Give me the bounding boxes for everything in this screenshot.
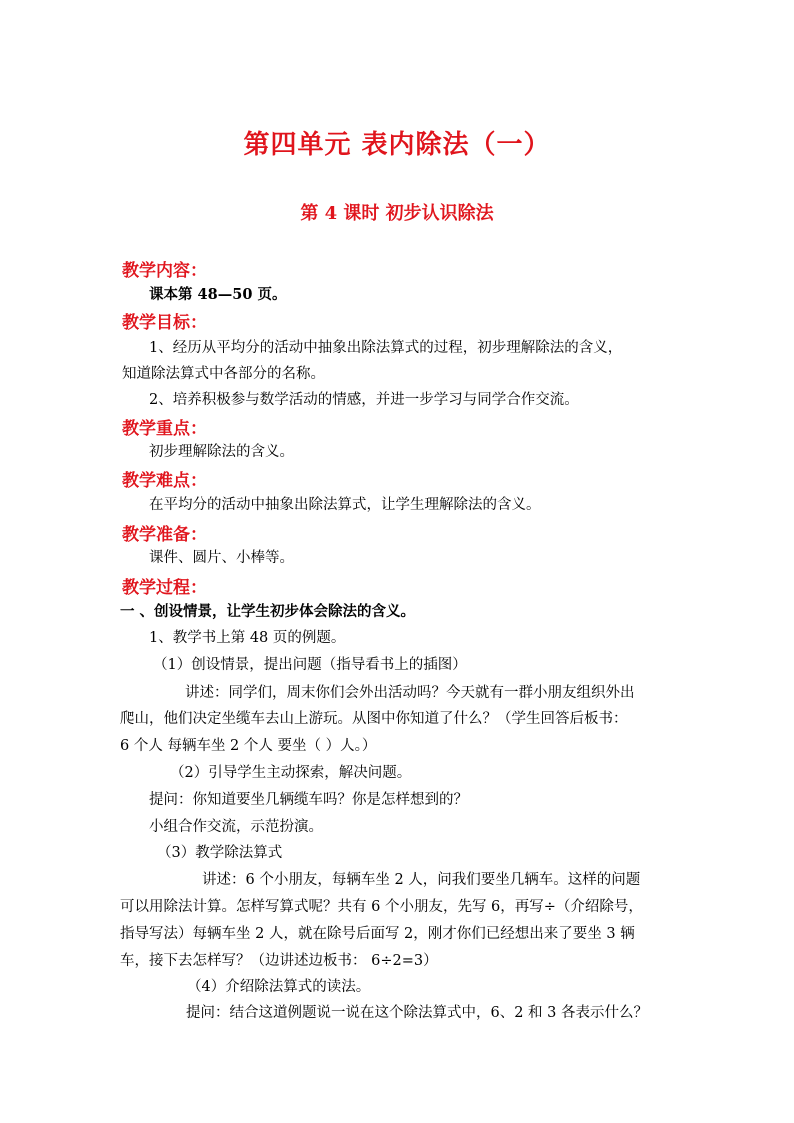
process-heading: 教学过程： — [122, 578, 207, 598]
process-line: 提问：你知道要坐几辆缆车吗？你是怎样想到的？ — [149, 792, 468, 808]
process-step-1-title: 一 、创设情景，让学生初步体会除法的含义。 — [120, 603, 416, 620]
difficulty-text: 在平均分的活动中抽象出除法算式，让学生理解除法的含义。 — [149, 497, 541, 513]
process-line: （3）教学除法算式 — [157, 845, 283, 861]
preparation-text: 课件、圆片、小棒等。 — [149, 550, 294, 566]
process-line: 6 个人 每辆车坐 2 个人 要坐（ ）人。） — [120, 738, 377, 754]
process-line: 车，接下去怎样写？（边讲述边板书： 6÷2=3） — [120, 953, 438, 969]
process-line: （1）创设情景，提出问题（指导看书上的插图） — [153, 657, 467, 673]
process-line: 讲述：6 个小朋友，每辆车坐 2 人，问我们要坐几辆车。这样的问题 — [202, 872, 641, 888]
teaching-content-heading: 教学内容： — [122, 261, 207, 281]
goal-1-line-1: 1、经历从平均分的活动中抽象出除法算式的过程，初步理解除法的含义， — [149, 340, 623, 356]
process-line: 可以用除法计算。怎样写算式呢？共有 6 个小朋友，先写 6，再写÷（介绍除号， — [120, 899, 643, 915]
unit-title: 第四单元 表内除法（一） — [243, 130, 551, 160]
process-line: 讲述：同学们，周末你们会外出活动吗？今天就有一群小朋友组织外出 — [185, 685, 635, 701]
lesson-subtitle: 第 4 课时 初步认识除法 — [300, 203, 494, 224]
key-point-text: 初步理解除法的含义。 — [149, 444, 294, 460]
difficulty-heading: 教学难点： — [122, 471, 207, 491]
goal-1-line-2: 知道除法算式中各部分的名称。 — [122, 366, 325, 382]
goal-2: 2、培养积极参与数学活动的情感，并进一步学习与同学合作交流。 — [149, 392, 579, 408]
key-point-heading: 教学重点： — [122, 419, 207, 439]
teaching-goals-heading: 教学目标： — [122, 313, 207, 333]
process-line: 1、教学书上第 48 页的例题。 — [149, 630, 346, 646]
process-line: 爬山，他们决定坐缆车去山上游玩。从图中你知道了什么？（学生回答后板书： — [120, 711, 628, 727]
process-line: （2）引导学生主动探索，解决问题。 — [170, 765, 412, 781]
process-line: 提问：结合这道例题说一说在这个除法算式中，6、2 和 3 各表示什么？ — [186, 1005, 649, 1021]
process-line: （4）介绍除法算式的读法。 — [187, 979, 371, 995]
preparation-heading: 教学准备： — [122, 525, 207, 545]
process-line: 指导写法）每辆车坐 2 人，就在除号后面写 2，刚才你们已经想出来了要坐 3 辆 — [120, 926, 635, 942]
process-line: 小组合作交流，示范扮演。 — [149, 819, 323, 835]
teaching-content-text: 课本第 48—50 页。 — [149, 286, 287, 303]
